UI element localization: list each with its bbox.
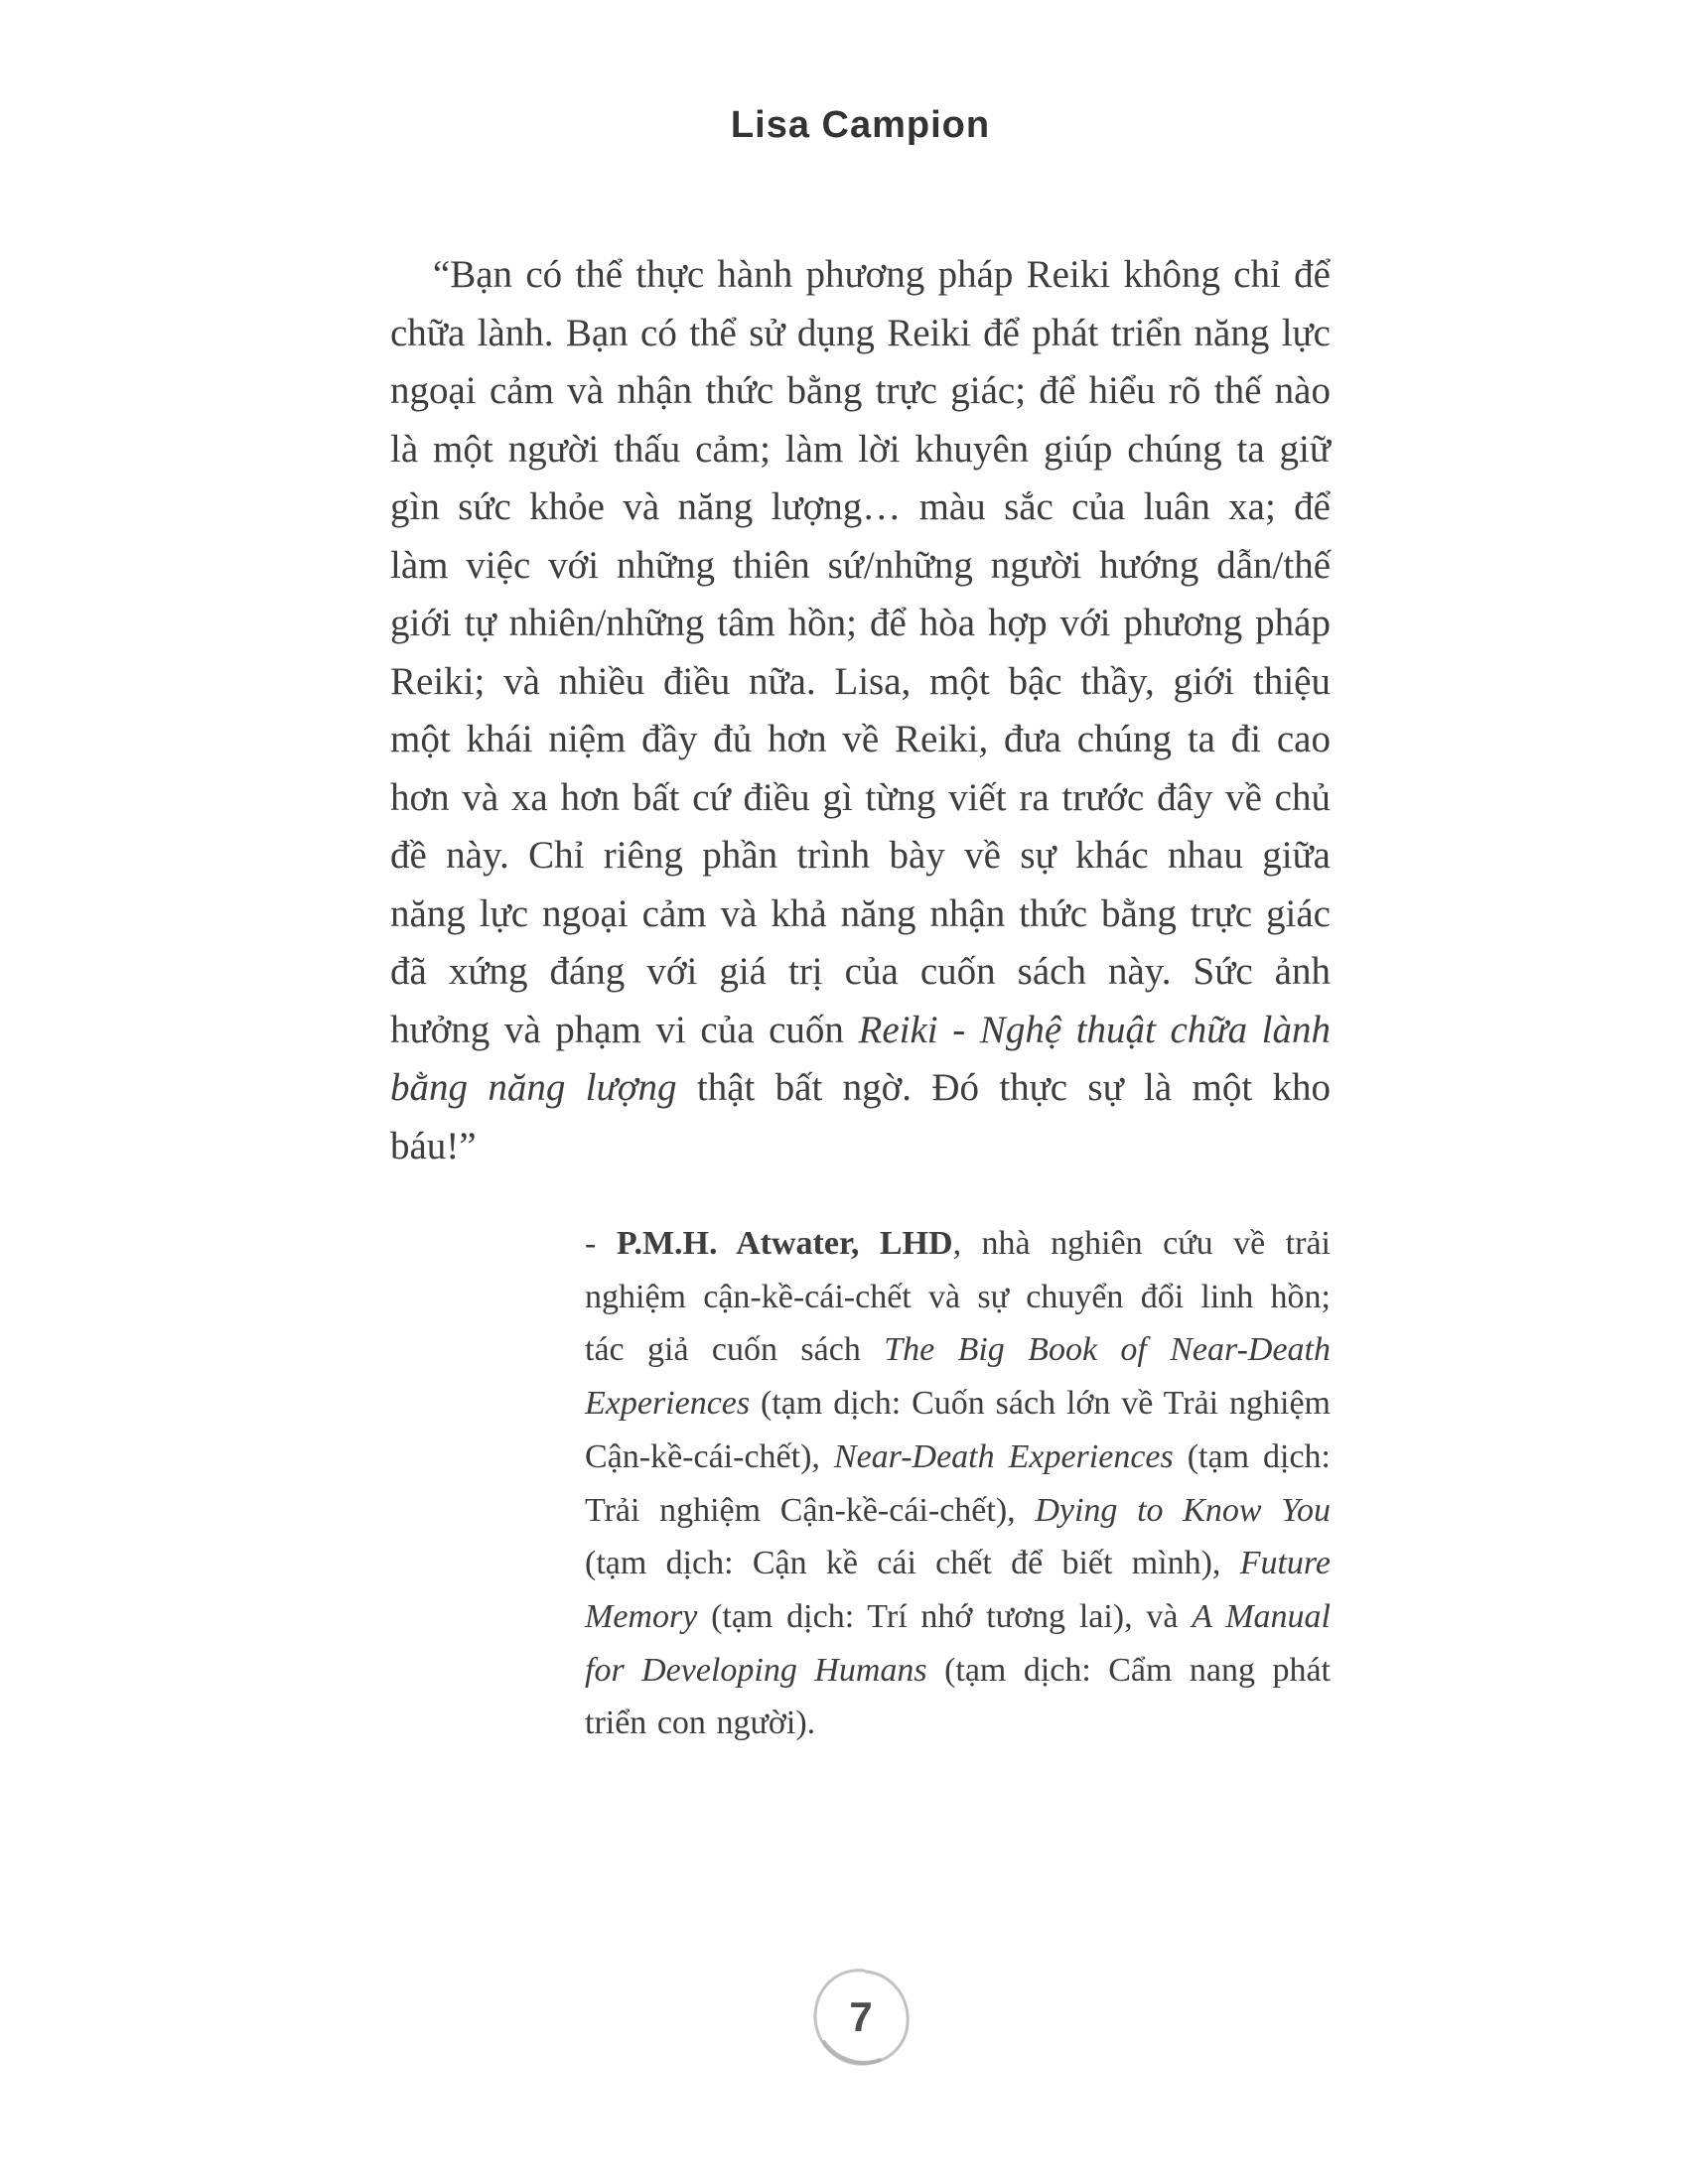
- book-title-inline: Reiki - Nghệ thuật chữa lành bằng năng lượng: [390, 1008, 1331, 1109]
- attribution-dash: -: [585, 1225, 617, 1262]
- attribution-text: (tạm dịch: Trải nghiệm Cận-kề-cái-chết),: [585, 1437, 1332, 1529]
- testimonial-quote: [390, 246, 1331, 1175]
- page-number-ornament: [804, 1961, 917, 2074]
- quote-text-segment: thật bất ngờ. Đó thực sự là một kho báu!”: [390, 1066, 1331, 1167]
- book-title: Near-Death Experiences: [833, 1437, 1174, 1475]
- page-number: 7: [849, 1993, 873, 2040]
- attribution-text: (tạm dịch: Cuốn sách lớn về Trải nghiệm Cận-kề-cái-chết),: [585, 1385, 1331, 1475]
- attribution-text: , nhà nghiên cứu về trải nghiệm cận-kề-cái-chết và sự chuyển đổi linh hồn; tác giả cuốn sách: [585, 1225, 1331, 1369]
- running-header: Lisa Campion: [730, 104, 991, 146]
- attribution-text: (tạm dịch: Trí nhớ tương lai), và: [697, 1598, 1193, 1636]
- book-title: The Big Book of Near-Death Experiences: [585, 1331, 1331, 1423]
- attribution-text: (tạm dịch: Cẩm nang phát triển con người).: [585, 1651, 1331, 1742]
- attribution-block: [585, 1217, 1331, 1750]
- attribution-text: (tạm dịch: Cận kề cái chết để biết mình),: [585, 1545, 1240, 1582]
- quote-text-segment: “Bạn có thể thực hành phương pháp Reiki không chỉ để chữa lành. Bạn có thể sử dụng Reiki để phát triển năng lực ngoại cảm và nhận thức bằng trực giác; để hiểu rõ thế nào là một người thấu cảm; làm lời khuyên giúp chúng ta giữ gìn sức khỏe và năng lượng… màu sắc của luân xa; để làm việc với những thiên sứ/những người hướng dẫn/thế giới tự nhiên/những tâm hồn; để hòa hợp với phương pháp Reiki; và nhiều điều nữa. Lisa, một bậc thầy, giới thiệu một khái niệm đầy đủ hơn về Reiki, đưa chúng ta đi cao hơn và xa hơn bất cứ điều gì từng viết ra trước đây về chủ đề này. Chỉ riêng phần trình bày về sự khác nhau giữa năng lực ngoại cảm và khả năng nhận thức bằng trực giác đã xứng đáng với giá trị của cuốn sách này. Sức ảnh hưởng và phạm vi của cuốn: [390, 253, 1331, 1051]
- book-title: Future Memory: [585, 1545, 1331, 1636]
- author-name: P.M.H. Atwater, LHD: [616, 1225, 953, 1262]
- book-title: A Manual for Developing Humans: [585, 1598, 1331, 1689]
- book-title: Dying to Know You: [1035, 1491, 1331, 1529]
